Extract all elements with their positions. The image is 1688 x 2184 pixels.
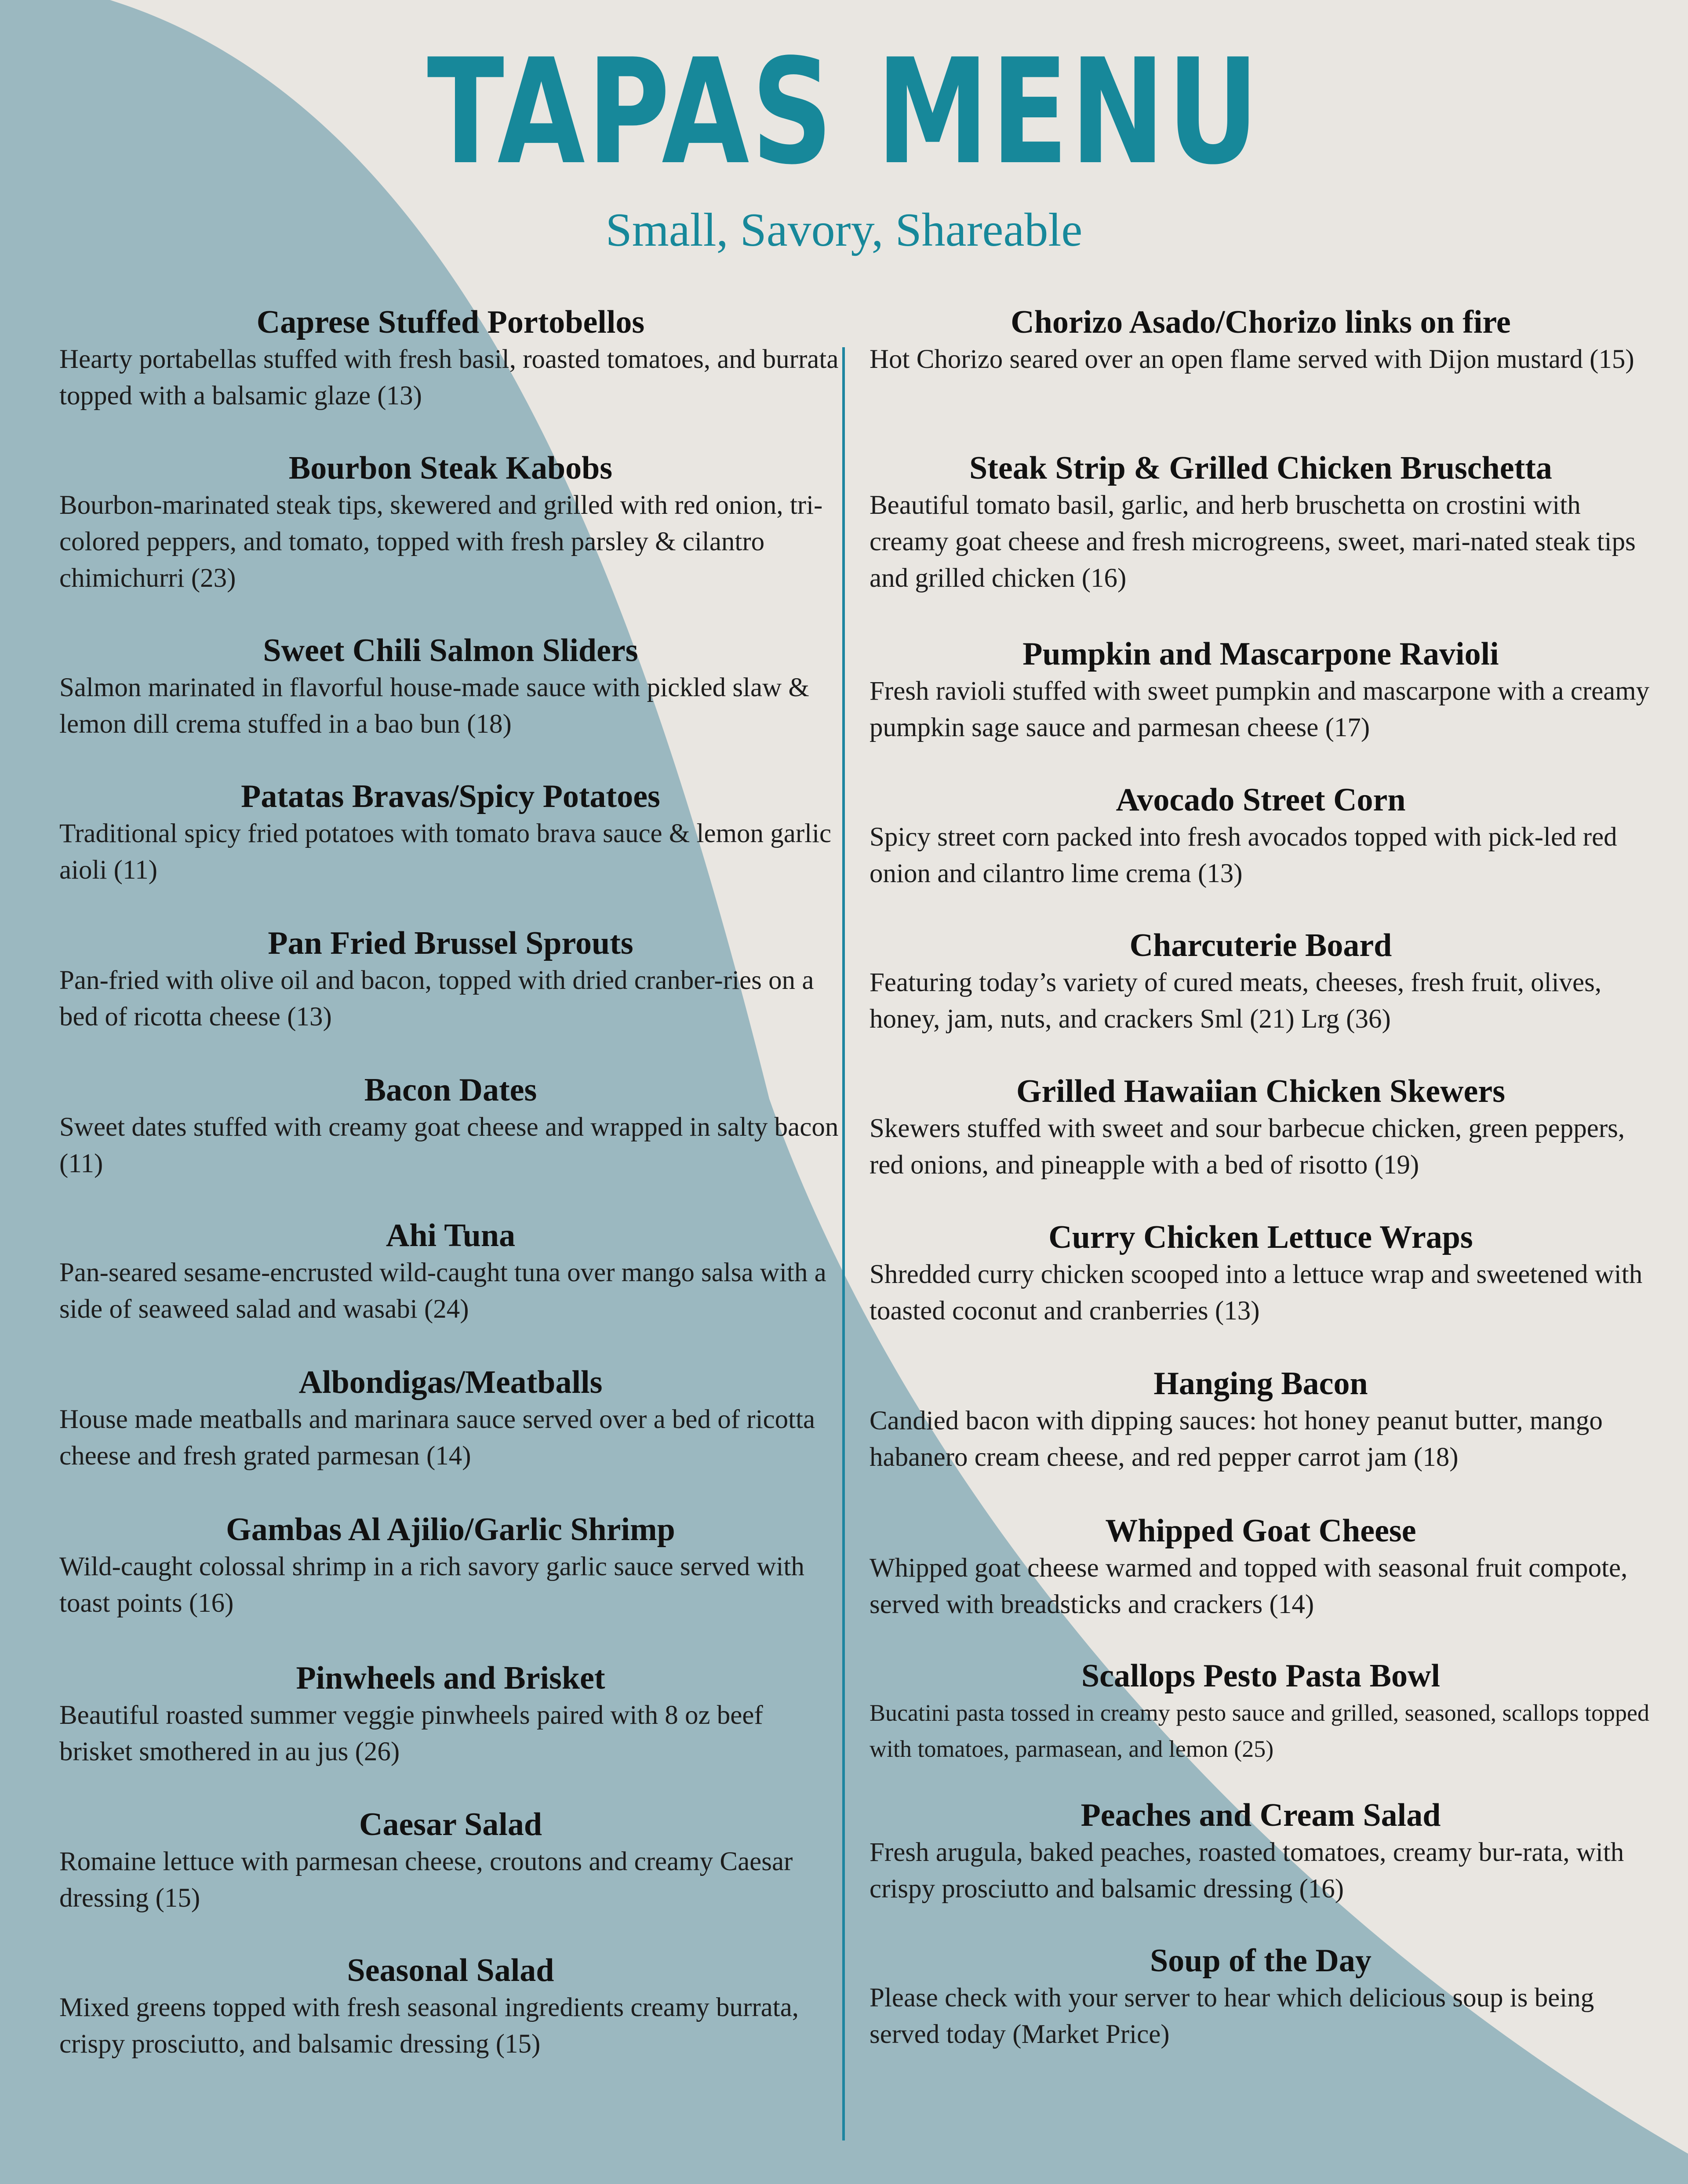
menu-item-title: Caesar Salad [359, 1806, 542, 1842]
menu-item-title: Pumpkin and Mascarpone Ravioli [1022, 636, 1499, 672]
menu-item-description: Bourbon-marinated steak tips, skewered and grilled with red onion, tri-colored peppers, and tomato, topped with fresh parsley & cilantro chimichurri (23) [59, 491, 823, 593]
menu-item-description: House made meatballs and marinara sauce served over a bed of ricotta cheese and fresh grated parmesan (14) [59, 1405, 815, 1471]
menu-item-description: Pan-seared sesame-encrusted wild-caught tuna over mango salsa with a side of seaweed salad and wasabi (24) [59, 1258, 826, 1324]
menu-item-description: Wild-caught colossal shrimp in a rich savory garlic sauce served with toast points (16) [59, 1552, 804, 1618]
menu-item-title: Avocado Street Corn [1116, 782, 1406, 818]
menu-item [59, 1363, 842, 1474]
menu-item-description: Spicy street corn packed into fresh avocados topped with pick-led red onion and cilantro lime crema (13) [869, 822, 1617, 888]
menu-item-description: Bucatini pasta tossed in creamy pesto sauce and grilled, seasoned, scallops topped with tomatoes, parmasean, and lemon (25) [869, 1700, 1650, 1762]
menu-item [869, 635, 1652, 746]
menu-item-title: Soup of the Day [1150, 1943, 1372, 1979]
menu-item-description: Mixed greens topped with fresh seasonal ingredients creamy burrata, crispy prosciutto, and balsamic dressing (15) [59, 1993, 799, 2059]
menu-item-title: Peaches and Cream Salad [1080, 1797, 1441, 1833]
page-title: TAPAS MENU [427, 28, 1261, 196]
menu-item [59, 632, 842, 742]
menu-item-description: Hearty portabellas stuffed with fresh basil, roasted tomatoes, and burrata topped with a balsamic glaze (13) [59, 345, 839, 411]
menu-item [59, 778, 842, 888]
menu-item-title: Gambas Al Ajilio/Garlic Shrimp [226, 1512, 675, 1548]
menu-item [869, 1796, 1652, 1907]
menu-item-title: Whipped Goat Cheese [1105, 1513, 1416, 1549]
menu-item [59, 1071, 842, 1182]
menu-item [59, 303, 842, 414]
menu-item [59, 1806, 842, 1916]
menu-item-title: Charcuterie Board [1129, 927, 1392, 963]
menu-item-description: Sweet dates stuffed with creamy goat cheese and wrapped in salty bacon (11) [59, 1112, 839, 1178]
menu-item-title: Hanging Bacon [1153, 1366, 1368, 1402]
menu-item-title: Curry Chicken Lettuce Wraps [1048, 1219, 1473, 1255]
menu-item [869, 1218, 1652, 1329]
menu-item-description: Romaine lettuce with parmesan cheese, croutons and creamy Caesar dressing (15) [59, 1847, 793, 1913]
menu-item [869, 1365, 1652, 1475]
menu-item-description: Featuring today’s variety of cured meats, cheeses, fresh fruit, olives, honey, jam, nuts, and crackers Sml (21) Lrg (36) [869, 968, 1602, 1034]
menu-item [869, 449, 1652, 596]
menu-item-description: Traditional spicy fried potatoes with tomato brava sauce & lemon garlic aioli (11) [59, 819, 832, 885]
menu-item-title: Caprese Stuffed Portobellos [256, 304, 645, 340]
menu-item [59, 1217, 842, 1327]
menu-item [869, 1072, 1652, 1183]
menu-item [869, 1942, 1652, 2053]
menu-item-title: Patatas Bravas/Spicy Potatoes [241, 778, 660, 814]
menu-item-title: Albondigas/Meatballs [298, 1364, 603, 1400]
menu-item-description: Beautiful tomato basil, garlic, and herb bruschetta on crostini with creamy goat cheese and fresh microgreens, sweet, mari-nated steak tips and grilled chicken (16) [869, 491, 1636, 593]
menu-item-description: Candied bacon with dipping sauces: hot honey peanut butter, mango habanero cream cheese, and red pepper carrot jam (18) [869, 1406, 1603, 1472]
menu-item [59, 1511, 842, 1621]
menu-item-description: Whipped goat cheese warmed and topped with seasonal fruit compote, served with breadsticks and crackers (14) [869, 1553, 1628, 1619]
page-subtitle: Small, Savory, Shareable [605, 204, 1083, 256]
menu-item-title: Steak Strip & Grilled Chicken Bruschetta [969, 450, 1552, 486]
menu-item-description: Skewers stuffed with sweet and sour barbecue chicken, green peppers, red onions, and pineapple with a bed of risotto (19) [869, 1114, 1625, 1180]
menu-item-description: Salmon marinated in flavorful house-made sauce with pickled slaw & lemon dill crema stuffed in a bao bun (18) [59, 673, 809, 739]
menu-item-description: Hot Chorizo seared over an open flame served with Dijon mustard (15) [869, 345, 1634, 374]
menu-item-title: Chorizo Asado/Chorizo links on fire [1011, 304, 1511, 340]
menu-item-description: Fresh arugula, baked peaches, roasted tomatoes, creamy bur-rata, with crispy prosciutto and balsamic dressing (16) [869, 1838, 1624, 1904]
menu-item [869, 1512, 1652, 1623]
menu-item-title: Bourbon Steak Kabobs [288, 450, 613, 486]
menu-item-title: Grilled Hawaiian Chicken Skewers [1016, 1073, 1506, 1109]
menu-item-title: Seasonal Salad [347, 1952, 554, 1988]
menu-item [59, 1951, 842, 2062]
menu-item [59, 924, 842, 1035]
menu-item-description: Pan-fried with olive oil and bacon, topped with dried cranber-ries on a bed of ricotta cheese (13) [59, 966, 814, 1032]
column-divider [842, 347, 845, 2140]
menu-item-description: Beautiful roasted summer veggie pinwheels paired with 8 oz beef brisket smothered in au jus (26) [59, 1701, 763, 1766]
menu-item-title: Scallops Pesto Pasta Bowl [1081, 1658, 1441, 1694]
menu-item [59, 449, 842, 596]
menu-item-description: Please check with your server to hear which delicious soup is being served today (Market Price) [869, 1983, 1594, 2049]
menu-item-description: Shredded curry chicken scooped into a lettuce wrap and sweetened with toasted coconut and cranberries (13) [869, 1260, 1643, 1326]
menu-item [869, 927, 1652, 1037]
menu-item-title: Bacon Dates [364, 1072, 537, 1108]
menu-item-description: Fresh ravioli stuffed with sweet pumpkin and mascarpone with a creamy pumpkin sage sauce and parmesan cheese (17) [869, 676, 1650, 742]
menu-item-title: Sweet Chili Salmon Sliders [263, 632, 638, 669]
menu-item-title: Pinwheels and Brisket [296, 1660, 605, 1696]
menu-item-title: Pan Fried Brussel Sprouts [268, 925, 633, 961]
menu-item [869, 303, 1652, 378]
menu-item-title: Ahi Tuna [386, 1217, 516, 1254]
menu-item [869, 1657, 1652, 1767]
menu-item [59, 1659, 842, 1770]
menu-item [869, 781, 1652, 892]
